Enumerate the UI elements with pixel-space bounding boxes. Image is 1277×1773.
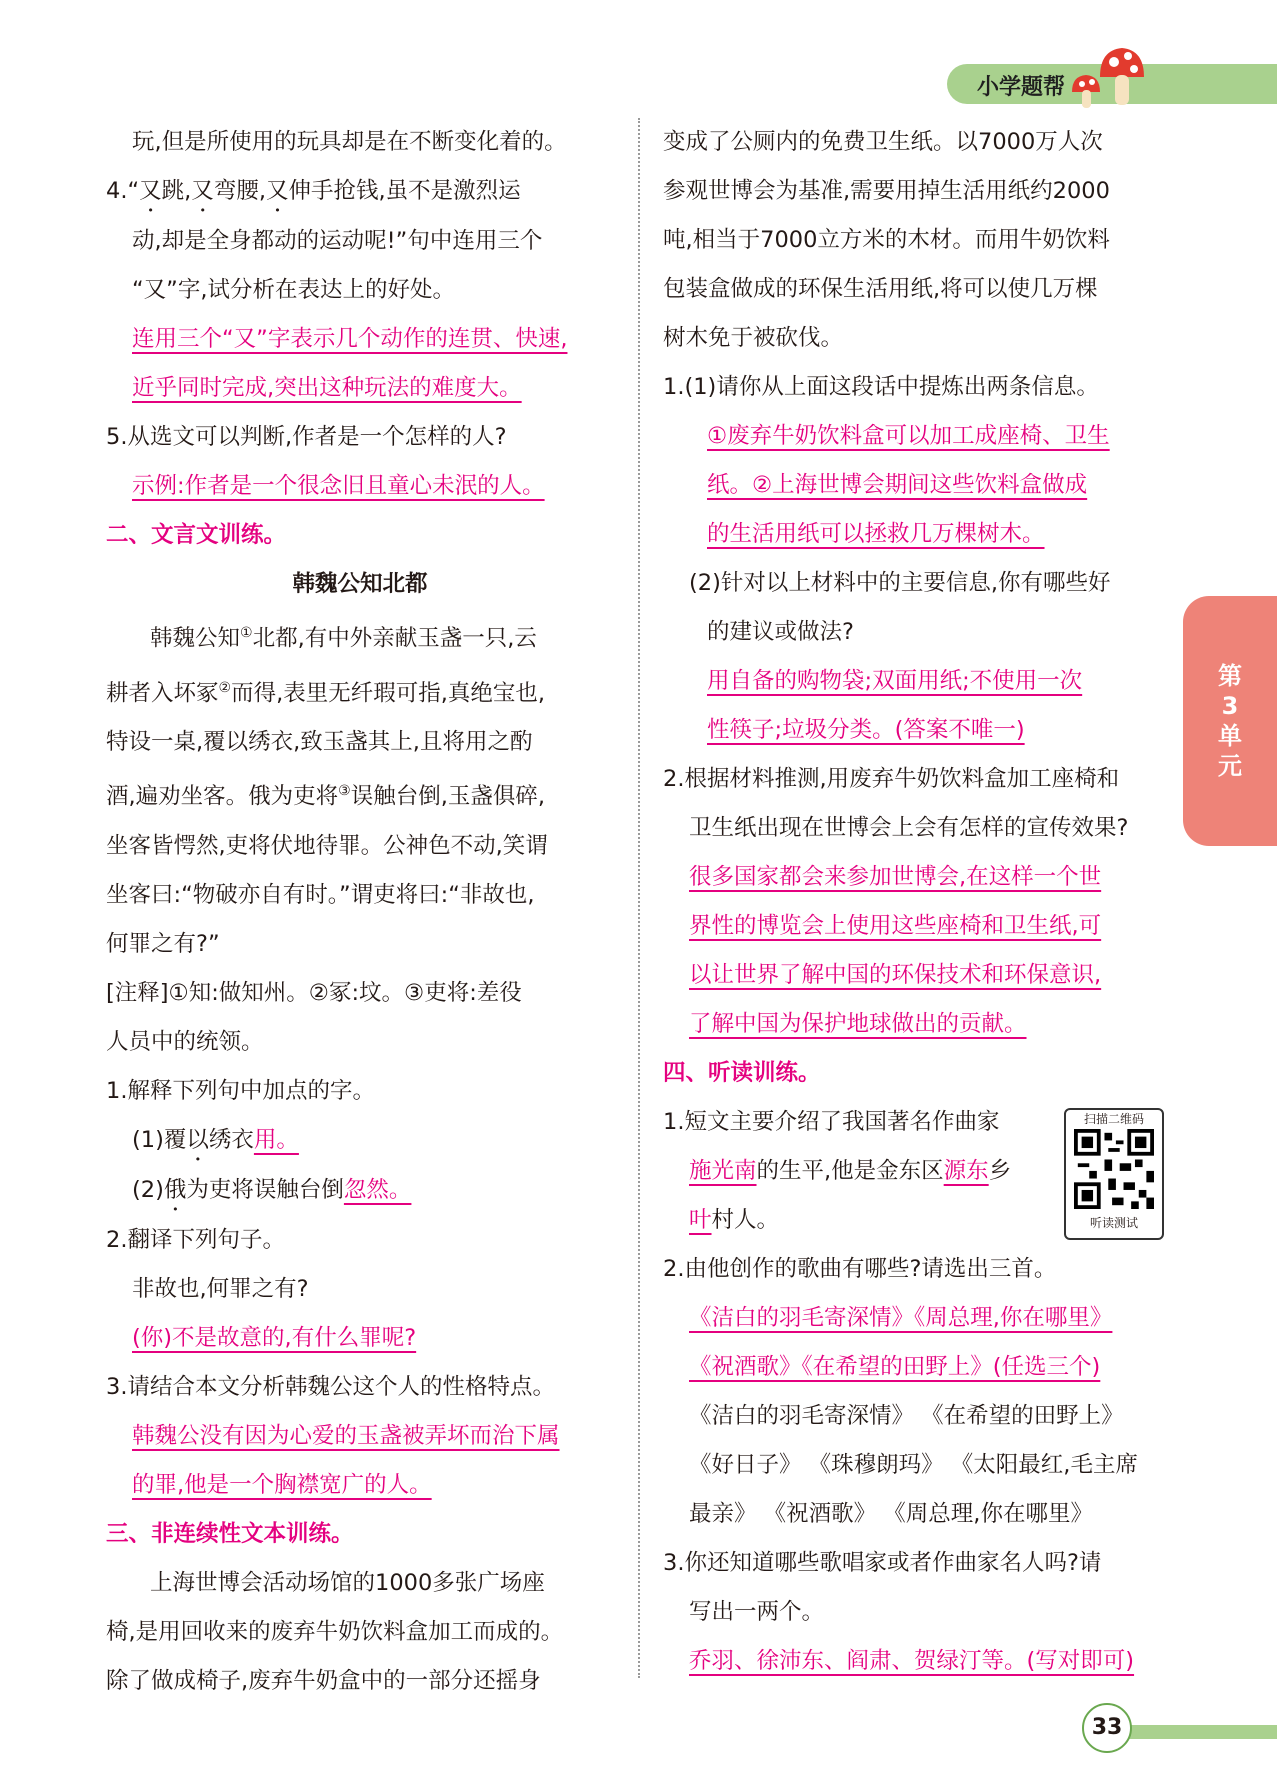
text-line: 非故也,何罪之有? xyxy=(132,1275,309,1302)
answer-line: 的生活用纸可以拯救几万棵树木。 xyxy=(707,521,1045,547)
text-line: 玩,但是所使用的玩具却是在不断变化着的。 xyxy=(132,129,567,155)
answer-line: 很多国家都会来参加世博会,在这样一个世 xyxy=(689,864,1102,890)
passage-line: 除了做成椅子,废弃牛奶盒中的一部分还摇身 xyxy=(106,1667,541,1694)
answer-line: 《洁白的羽毛寄深情》《周总理,你在哪里》 xyxy=(689,1305,1113,1331)
answer-line: 以让世界了解中国的环保技术和环保意识, xyxy=(689,962,1102,988)
mushroom-icon xyxy=(1060,42,1150,112)
sub-question xyxy=(106,1116,614,1166)
text: 绣衣 xyxy=(208,1126,254,1153)
dotted-char: 又 xyxy=(191,178,214,204)
passage-line: 包装盒做成的环保生活用纸,将可以使几万棵 xyxy=(663,276,1098,302)
section-heading: 四、听读训练。 xyxy=(663,1060,821,1086)
dotted-char: 以 xyxy=(186,1126,209,1153)
text: 误触台倒,玉盏俱碎, xyxy=(350,783,546,810)
passage-line: 吨,相当于7000立方米的木材。而用牛奶饮料 xyxy=(663,227,1110,253)
passage-line: 变成了公厕内的免费卫生纸。以7000万人次 xyxy=(663,129,1103,155)
question-5: 5.从选文可以判断,作者是一个怎样的人? xyxy=(106,424,507,450)
text: 耕者入坏冢 xyxy=(106,680,219,706)
qr-bottom-label: 听读测试 xyxy=(1089,1216,1138,1230)
passage-line: 参观世博会为基准,需要用掉生活用纸约2000 xyxy=(663,178,1110,204)
unit-tab xyxy=(1183,596,1277,846)
answer-line: 韩魏公没有因为心爱的玉盏被弄坏而治下属 xyxy=(132,1422,560,1449)
question-2: 2.翻译下列句子。 xyxy=(106,1226,285,1253)
question-3: 3.你还知道哪些歌唱家或者作曲家名人吗?请 xyxy=(663,1550,1102,1576)
answer-line: 的罪,他是一个胸襟宽广的人。 xyxy=(132,1471,432,1498)
text: 的生平,他是金东区 xyxy=(756,1158,944,1184)
text: 酒,遍劝坐客。俄为吏将 xyxy=(106,783,339,810)
text-line: 卫生纸出现在世博会上会有怎样的宣传效果? xyxy=(689,815,1129,841)
text: 伸手抢钱,虽不是激烈运 xyxy=(288,178,521,204)
column-divider xyxy=(638,118,640,1678)
text-line: “又”字,试分析在表达上的好处。 xyxy=(132,277,455,303)
passage-line: 树木免于被砍伐。 xyxy=(663,325,844,351)
passage-line: 椅,是用回收来的废弃牛奶饮料盒加工而成的。 xyxy=(106,1618,564,1645)
footnote-mark: ① xyxy=(240,625,253,641)
unit-tab-char: 第 xyxy=(1218,662,1242,690)
question-1: 1.短文主要介绍了我国著名作曲家 xyxy=(663,1109,1000,1135)
passage-line: 坐客皆愕然,吏将伏地待罪。公神色不动,笑谓 xyxy=(106,832,548,859)
question-3: 3.请结合本文分析韩魏公这个人的性格特点。 xyxy=(106,1373,555,1400)
dotted-char: 又 xyxy=(265,178,289,204)
option-line: 《好日子》 《珠穆朗玛》 《太阳最红,毛主席 xyxy=(689,1452,1138,1478)
answer-inline: 源东 xyxy=(943,1158,989,1184)
unit-tab-char: 单 xyxy=(1218,722,1242,750)
qr-code-box[interactable] xyxy=(1064,1108,1164,1240)
passage-line xyxy=(106,609,614,664)
question-4 xyxy=(106,167,614,217)
answer-inline: 叶 xyxy=(689,1207,712,1233)
answer-line: ①废弃牛奶饮料盒可以加工成座椅、卫生 xyxy=(707,423,1110,449)
text: 而得,表里无纤瑕可指,真绝宝也, xyxy=(231,680,546,706)
page-number: 33 xyxy=(1082,1703,1132,1753)
answer-inline: 忽然。 xyxy=(343,1176,412,1203)
brand-title: 小学题帮 xyxy=(977,75,1066,100)
answer-line: (你)不是故意的,有什么罪呢? xyxy=(132,1324,417,1351)
footnote-mark: ③ xyxy=(338,783,351,799)
text: 跳, xyxy=(161,178,192,204)
passage-line: 何罪之有?” xyxy=(106,930,220,957)
text: 为吏将误触台倒 xyxy=(186,1176,344,1203)
answer-line: 近乎同时完成,突出这种玩法的难度大。 xyxy=(132,375,522,401)
left-column xyxy=(106,118,614,1706)
answer-line: 用自备的购物袋;双面用纸;不使用一次 xyxy=(707,668,1083,694)
text: 乡 xyxy=(988,1158,1012,1184)
annotation-line: 人员中的统领。 xyxy=(106,1028,264,1055)
question-2: 2.由他创作的歌曲有哪些?请选出三首。 xyxy=(663,1256,1057,1282)
question-1: 1.(1)请你从上面这段话中提炼出两条信息。 xyxy=(663,374,1099,400)
text: 4.“ xyxy=(106,178,140,204)
text-line: 写出一两个。 xyxy=(689,1599,825,1625)
qr-top-label: 扫描二维码 xyxy=(1083,1112,1144,1126)
text: (2) xyxy=(132,1176,164,1203)
answer-line: 《祝酒歌》《在希望的田野上》(任选三个) xyxy=(689,1354,1101,1380)
footnote-mark: ② xyxy=(218,679,232,696)
option-line: 最亲》 《祝酒歌》 《周总理,你在哪里》 xyxy=(689,1501,1093,1527)
answer-line: 了解中国为保护地球做出的贡献。 xyxy=(689,1011,1027,1037)
passage-line: 特设一桌,覆以绣衣,致玉盏其上,且将用之酌 xyxy=(106,729,533,755)
text: 村人。 xyxy=(711,1207,780,1233)
section-heading: 三、非连续性文本训练。 xyxy=(106,1520,354,1547)
answer-inline: 用。 xyxy=(253,1126,299,1153)
text: 弯腰, xyxy=(213,178,266,204)
annotation-line: [注释]①知:做知州。②冢:坟。③吏将:差役 xyxy=(106,979,522,1006)
answer-line: 纸。②上海世博会期间这些饮料盒做成 xyxy=(707,472,1088,498)
text-line: 的建议或做法? xyxy=(707,619,854,645)
dotted-char: 又 xyxy=(139,178,162,204)
answer-line: 界性的博览会上使用这些座椅和卫生纸,可 xyxy=(689,913,1102,939)
answer-line: 性筷子;垃圾分类。(答案不唯一) xyxy=(707,717,1025,743)
answer-inline: 施光南 xyxy=(689,1158,757,1184)
dotted-char: 俄 xyxy=(163,1176,187,1203)
sub-question: (2)针对以上材料中的主要信息,你有哪些好 xyxy=(689,570,1111,596)
text-line: 动,却是全身都动的运动呢!”句中连用三个 xyxy=(132,228,543,254)
footer-bar xyxy=(1108,1725,1277,1739)
section-heading: 二、文言文训练。 xyxy=(106,522,287,548)
passage-line xyxy=(106,664,614,719)
passage-line xyxy=(106,767,614,822)
unit-tab-char: 3 xyxy=(1221,692,1239,720)
passage-line: 坐客曰:“物破亦自有时。”谓吏将曰:“非故也, xyxy=(106,881,535,908)
qr-code-icon xyxy=(1074,1129,1154,1209)
passage-title: 韩魏公知北都 xyxy=(292,571,428,597)
question-2: 2.根据材料推测,用废弃牛奶饮料盒加工座椅和 xyxy=(663,766,1120,792)
question-1: 1.解释下列句中加点的字。 xyxy=(106,1077,375,1104)
unit-tab-char: 元 xyxy=(1218,752,1242,780)
passage-line: 上海世博会活动场馆的1000多张广场座 xyxy=(150,1569,545,1596)
text: (1)覆 xyxy=(132,1126,187,1153)
text: 韩魏公知 xyxy=(150,625,241,652)
answer-line: 示例:作者是一个很念旧且童心未泯的人。 xyxy=(132,473,545,499)
answer-line: 连用三个“又”字表示几个动作的连贯、快速, xyxy=(132,326,568,352)
option-line: 《洁白的羽毛寄深情》 《在希望的田野上》 xyxy=(689,1403,1124,1429)
answer-line: 乔羽、徐沛东、阎肃、贺绿汀等。(写对即可) xyxy=(689,1648,1135,1674)
sub-question xyxy=(106,1166,614,1216)
text: 北都,有中外亲献玉盏一只,云 xyxy=(252,625,537,652)
right-column xyxy=(663,118,1171,1686)
